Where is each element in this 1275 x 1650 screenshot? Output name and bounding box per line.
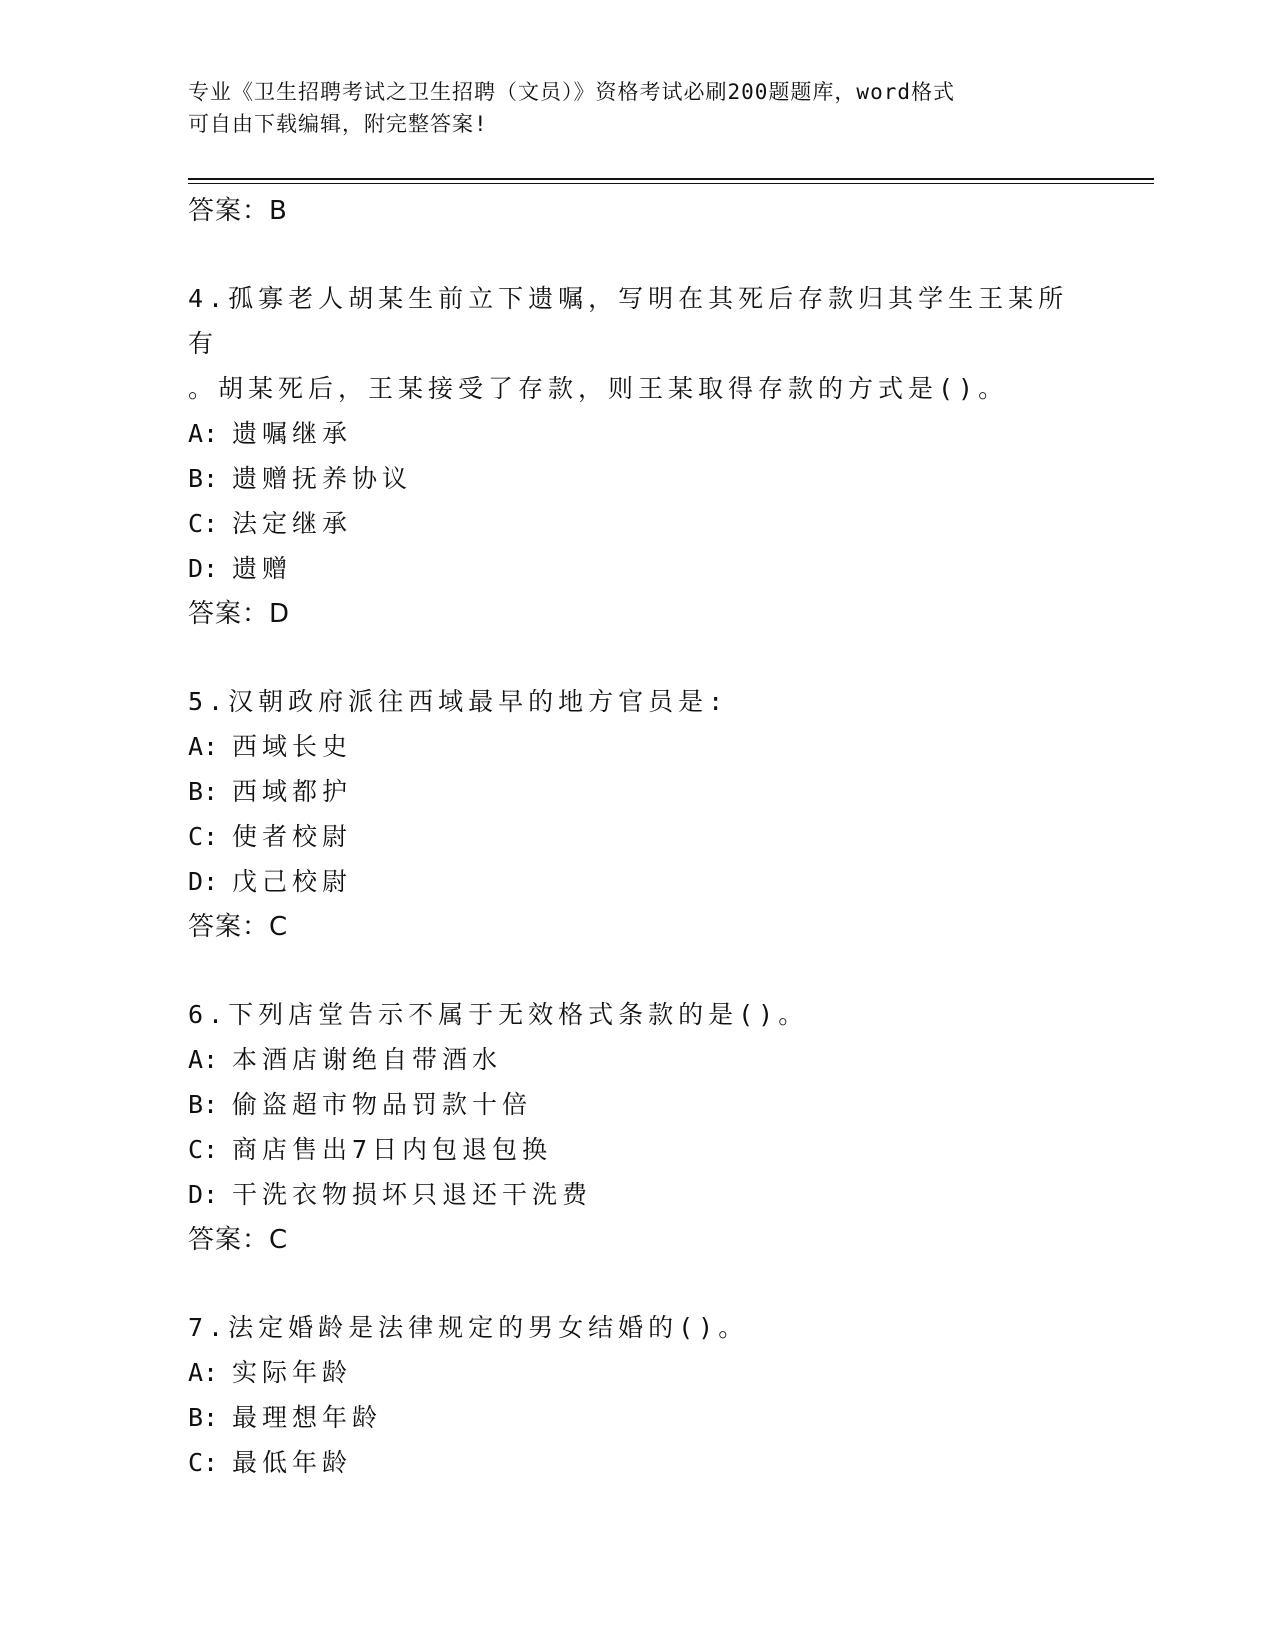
option-label: D: (188, 867, 219, 896)
option-a (188, 411, 1088, 456)
option-b (188, 769, 1088, 814)
question-stem-line: 7.法定婚龄是法律规定的男女结婚的()。 (188, 1313, 749, 1342)
question-list (188, 188, 1088, 1485)
option-text: 西域长史 (232, 732, 353, 761)
question-stem (188, 1305, 1088, 1350)
option-text: 遗赠抚养协议 (232, 464, 413, 493)
option-c (188, 501, 1088, 546)
option-text: 最理想年龄 (232, 1403, 383, 1432)
option-c (188, 1440, 1088, 1485)
page-header (188, 76, 1068, 140)
header-divider-thick (188, 178, 1154, 180)
option-b (188, 1395, 1088, 1440)
option-a (188, 1037, 1088, 1082)
option-label: C: (188, 1135, 219, 1164)
option-text: 最低年龄 (232, 1448, 353, 1477)
option-text: 商店售出7日内包退包换 (232, 1135, 553, 1164)
option-text: 实际年龄 (232, 1358, 353, 1387)
option-label: A: (188, 1045, 219, 1074)
option-label: C: (188, 1448, 219, 1477)
header-divider-thin (188, 183, 1154, 184)
question-stem (188, 276, 1088, 411)
question-5 (188, 679, 1088, 950)
answer-line: 答案：C (188, 912, 289, 942)
option-text: 遗嘱继承 (232, 419, 353, 448)
option-text: 偷盗超市物品罚款十倍 (232, 1090, 533, 1119)
question-stem-line: 。胡某死后，王某接受了存款，则王某取得存款的方式是()。 (188, 374, 1009, 403)
question-7 (188, 1305, 1088, 1485)
option-label: B: (188, 464, 219, 493)
option-d (188, 546, 1088, 591)
option-label: B: (188, 1403, 219, 1432)
option-text: 使者校尉 (232, 822, 353, 851)
question-stem-line: 5.汉朝政府派往西域最早的地方官员是: (188, 687, 729, 716)
option-text: 本酒店谢绝自带酒水 (232, 1045, 503, 1074)
answer-line: 答案：C (188, 1225, 289, 1255)
answer-line: 答案：D (188, 599, 291, 629)
option-a (188, 724, 1088, 769)
header-line-2: 可自由下载编辑，附完整答案! (188, 112, 488, 136)
option-c (188, 814, 1088, 859)
option-text: 干洗衣物损坏只退还干洗费 (232, 1180, 593, 1209)
option-text: 法定继承 (232, 509, 353, 538)
option-b (188, 1082, 1088, 1127)
option-label: C: (188, 509, 219, 538)
question-stem (188, 992, 1088, 1037)
option-label: D: (188, 554, 219, 583)
option-label: C: (188, 822, 219, 851)
option-label: D: (188, 1180, 219, 1209)
option-label: B: (188, 1090, 219, 1119)
option-label: A: (188, 1358, 219, 1387)
option-d (188, 859, 1088, 904)
question-stem-line: 4.孤寡老人胡某生前立下遗嘱，写明在其死后存款归其学生王某所有 (188, 284, 1069, 358)
option-text: 西域都护 (232, 777, 353, 806)
option-label: B: (188, 777, 219, 806)
question-4 (188, 276, 1088, 637)
option-d (188, 1172, 1088, 1217)
question-stem (188, 679, 1088, 724)
header-line-1: 专业《卫生招聘考试之卫生招聘（文员）》资格考试必刷200题题库，word格式 (188, 80, 955, 104)
option-label: A: (188, 419, 219, 448)
answer-line: 答案：B (188, 196, 288, 226)
option-b (188, 456, 1088, 501)
question-stem-line: 6.下列店堂告示不属于无效格式条款的是()。 (188, 1000, 809, 1029)
question-6 (188, 992, 1088, 1263)
option-c (188, 1127, 1088, 1172)
option-text: 戊己校尉 (232, 867, 353, 896)
option-label: A: (188, 732, 219, 761)
option-text: 遗赠 (232, 554, 293, 583)
option-a (188, 1350, 1088, 1395)
